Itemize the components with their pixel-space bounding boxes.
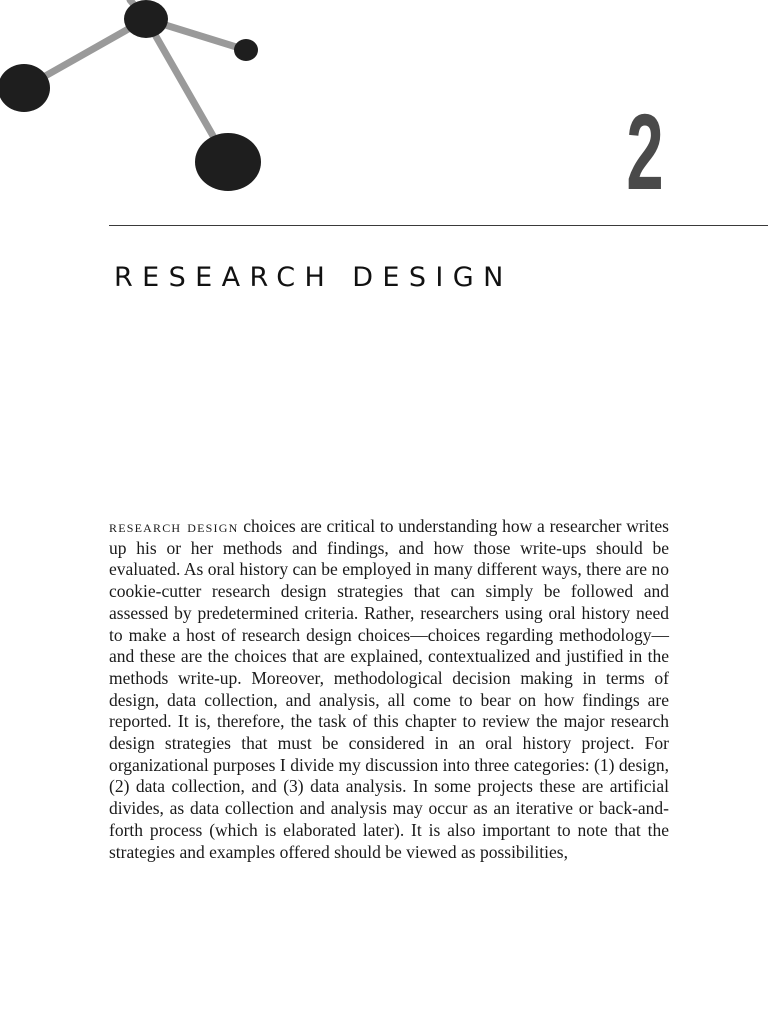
- chapter-title: RESEARCH DESIGN: [114, 262, 513, 293]
- paragraph-text: choices are critical to understanding how a researcher writes up his or her methods and findings, and how those write-ups should be evaluated. As oral history can be employed in many different ways, there are no cookie-cutter research design strategies that can simply be followed and assessed by predetermined criteria. Rather, researchers using oral history need to make a host of research design choices—choices regarding methodology—and these are the choices that are explained, contextualized and justified in the methods write-up. Moreover, methodological decision making in terms of design, data collection, and analysis, all come to bear on how findings are reported. It is, therefore, the task of this chapter to review the major research design strategies that must be considered in an oral history project. For organizational purposes I divide my discussion into three categories: (1) design, (2) data collection, and (3) data analysis. In some projects these are artificial divides, as data collection and analysis may occur as an iterative or back-and-forth process (which is elaborated later). It is also important to note that the strategies and examples offered should be viewed as possibilities,: [109, 516, 669, 862]
- node-bottom: [195, 133, 261, 191]
- header-rule: [109, 225, 768, 226]
- chapter-number: 2: [626, 91, 664, 212]
- node-left: [0, 64, 50, 112]
- body-paragraph: [109, 516, 669, 863]
- molecule-nodes: [0, 0, 261, 191]
- molecule-graphic-icon: [0, 0, 300, 200]
- node-hub: [124, 0, 168, 38]
- lead-in-small-caps: research design: [109, 516, 239, 536]
- node-right: [234, 39, 258, 61]
